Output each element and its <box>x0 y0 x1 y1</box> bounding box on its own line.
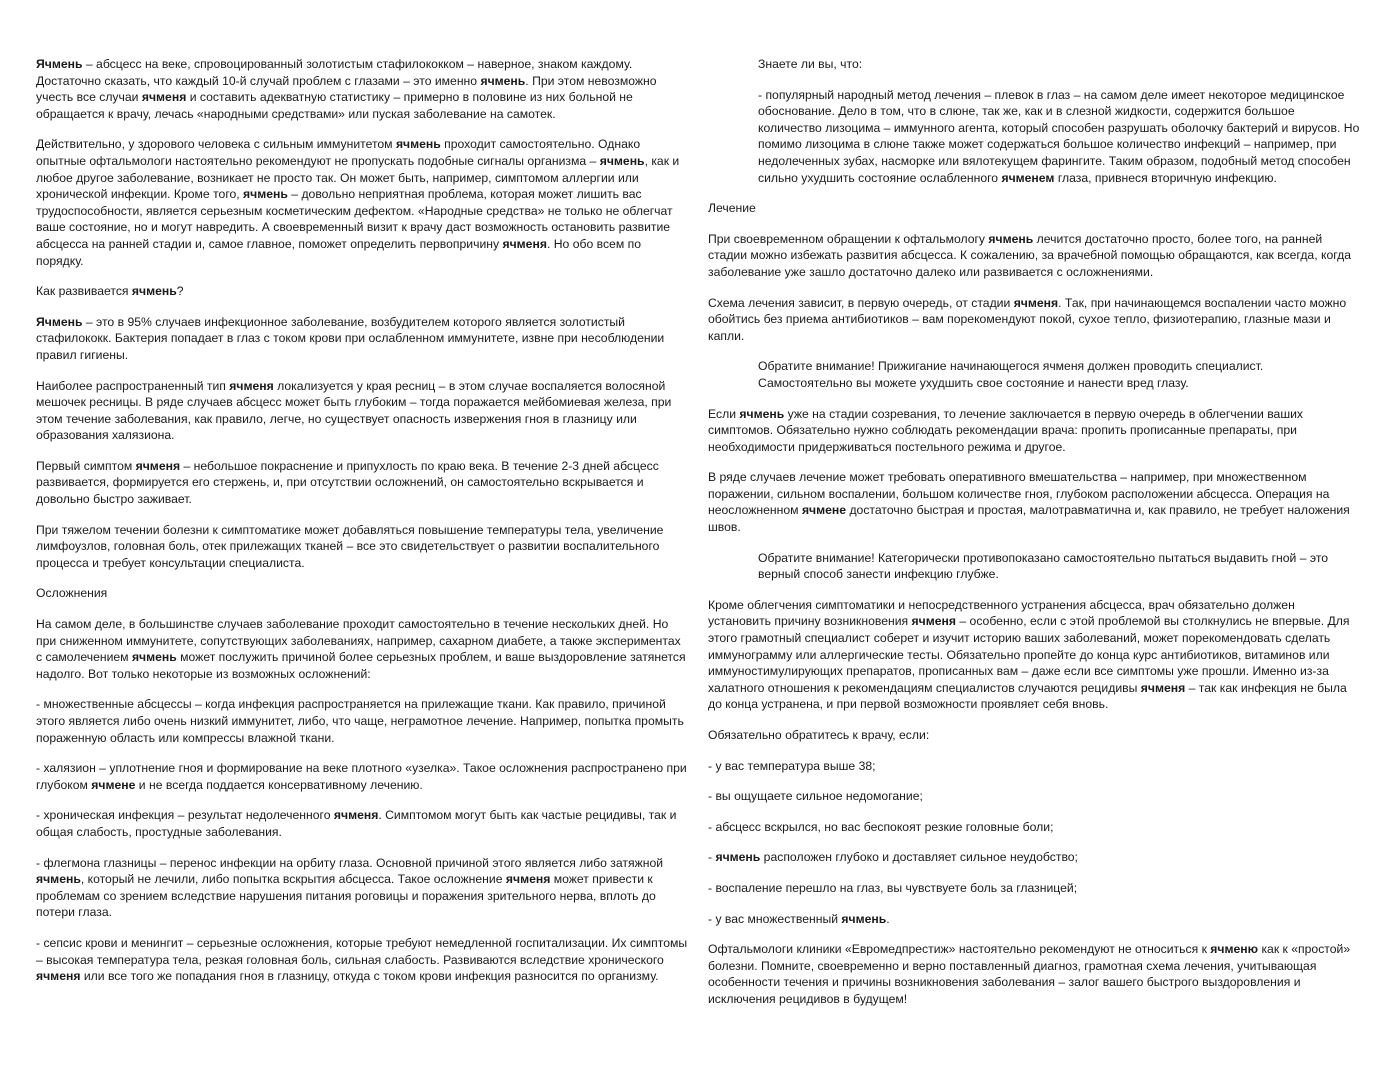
text-run: – так как инфекция не была до конца устранена, и при первой возможности проявляет себя вновь. <box>708 680 1347 712</box>
text-run: – это в 95% случаев инфекционное заболевание, возбудителем которого является золотистый стафилококк. Бактерия попадает в глаз с током крови при ослабленном иммунитете, извне при несоблюдении правил гигиены. <box>36 314 665 362</box>
text-run: Обратите внимание! Прижигание начинающегося ячменя должен проводить специалист. Самостоятельно вы можете ухудшить свое состояние и нанести вред глазу. <box>758 359 1264 390</box>
paragraph <box>36 807 688 840</box>
text-run: Кроме облегчения симптоматики и непосредственного устранения абсцесса, врач обязательно должен установить причину возникновения <box>708 597 1295 629</box>
text-run: ? <box>176 284 184 299</box>
text-run: глаза, привнеся вторичную инфекцию. <box>1054 170 1277 185</box>
bold-term: ячменя <box>229 378 274 393</box>
bold-term: ячменю <box>1210 942 1259 957</box>
text-run: , который не лечили, либо попытка вскрытия абсцесса. Такое осложнение <box>80 872 506 887</box>
paragraph <box>36 522 688 572</box>
paragraph <box>36 458 688 508</box>
text-run: При своевременном обращении к офтальмологу <box>708 231 989 246</box>
paragraph <box>36 136 688 269</box>
text-run: и не всегда поддается консервативному лечению. <box>135 777 423 792</box>
text-run: - <box>708 850 716 865</box>
text-run: В ряде случаев лечение может требовать оперативного вмешательства – например, при множественном поражении, сильном воспалении, большом количестве гноя, глубоком расположении абсцесса. Операция на неосложненном <box>708 470 1330 518</box>
bold-term: ячмень <box>841 911 887 926</box>
text-run: Офтальмологи клиники «Евромедпрестиж» настоятельно рекомендуют не относиться к <box>708 942 1211 957</box>
paragraph <box>36 378 688 444</box>
text-run: Схема лечения зависит, в первую очередь, от стадии <box>708 295 1014 310</box>
bold-term: ячмень <box>131 284 177 299</box>
text-run: - у вас множественный <box>708 911 842 926</box>
text-run: как к «простой» болезни. Помните, своевременно и верно поставленный диагноз, грамотная схема лечения, учитывающая особенности течения и причины возникновения заболевания – залог вашего быстрого выздоровления и исключения рецидивов в будущем! <box>708 942 1351 1006</box>
paragraph <box>36 283 688 300</box>
text-run: При тяжелом течении болезни к симптоматике может добавляться повышение температуры тела, увеличение лимфоузлов, головная боль, отек прилежащих тканей – все это свидетельствует о развитии воспалительного процесса и требует консультации специалиста. <box>36 522 664 570</box>
paragraph <box>36 585 688 602</box>
bold-term: ячмень <box>243 187 288 202</box>
text-run: На самом деле, в большинстве случаев заболевание проходит самостоятельно в течение нескольких дней. Но при сниженном иммунитете, сопутствующих заболеваниях, например, сахарном диабете, а также экспериментах с самолечением <box>36 617 681 665</box>
paragraph <box>36 935 688 985</box>
bold-term: ячмень <box>988 231 1034 246</box>
text-run: и составить адекватную статистику – примерно в половине из них больной не обращается к врачу, лечась «народными средствами» или пуская заболевание на самотек. <box>36 90 633 121</box>
bold-term: ячменя <box>502 236 547 251</box>
text-run: . При этом невозможно учесть все случаи <box>36 73 657 105</box>
bold-term: Ячмень <box>36 57 83 71</box>
paragraph <box>36 760 688 793</box>
bold-term: ячменя <box>911 614 956 629</box>
paragraph <box>708 849 1360 866</box>
paragraph <box>708 597 1360 713</box>
paragraph <box>708 911 1360 928</box>
text-run: Знаете ли вы, что: <box>758 57 863 71</box>
bold-term: ячмене <box>801 503 847 518</box>
text-run: – абсцесс на веке, спровоцированный золотистым стафилококком – наверное, знаком каждому. Достаточно сказать, что каждый 10-й случай проблем с глазами – это именно <box>36 57 633 88</box>
text-run: - популярный народный метод лечения – плевок в глаз – на самом деле имеет некоторое медицинское обоснование. Дело в том, что в слюне, так же, как и в слезной жидкости, содержится большое количество лизоцима – иммунного агента, который способен разрушать оболочку бактерий и вирусов. Но помимо лизоцима в слюне также может содержаться большое количество инфекций – например, при недолеченных зубах, насморке или вялотекущем фарингите. Таким образом, подобный метод способен сильно ухудшить состояние ослабленного <box>758 87 1360 185</box>
bold-term: ячмень <box>599 153 645 168</box>
text-run: Обязательно обратитесь к врачу, если: <box>708 728 930 742</box>
text-run: . Но обо всем по порядку. <box>36 236 641 268</box>
paragraph <box>36 855 688 921</box>
bold-term: ячменя <box>135 458 181 473</box>
paragraph <box>708 727 1360 744</box>
text-run: расположен глубоко и доставляет сильное неудобство; <box>760 850 1078 865</box>
bold-term: ячменя <box>505 872 551 887</box>
text-run: достаточно быстрая и простая, малотравматична и, как правило, не требует наложения швов. <box>708 503 1350 535</box>
text-run: Лечение <box>708 201 756 216</box>
text-run: . Так, при начинающемся воспалении часто можно обойтись без приема антибиотиков – вам порекомендуют покой, сухое тепло, физиотерапию, глазные мази и капли. <box>708 295 1347 343</box>
text-run: локализуется у края ресниц – в этом случае воспаляется волосяной мешочек ресницы. В ряде случаев абсцесс может быть глубоким – тогда поражается мейбомиевая железа, при этом течение заболевания, как правило, легче, но существует опасность извержения гноя в глазницу или образования халязиона. <box>36 378 672 443</box>
text-run: - вы ощущаете сильное недомогание; <box>708 789 923 804</box>
paragraph <box>36 696 688 746</box>
text-run: Действительно, у здорового человека с сильным иммунитетом <box>36 137 396 152</box>
text-run: Как развивается <box>36 284 132 299</box>
paragraph <box>708 469 1360 535</box>
paragraph <box>708 941 1360 1007</box>
text-run: - воспаление перешло на глаз, вы чувствуете боль за глазницей; <box>708 880 1078 895</box>
bold-term: ячмень <box>739 406 785 421</box>
bold-term: ячменя <box>141 90 187 105</box>
text-run: Первый симптом <box>36 458 136 473</box>
callout-paragraph <box>708 358 1360 391</box>
text-run: Осложнения <box>36 586 108 601</box>
text-run: или все того же попадания гноя в глазницу, откуда с током крови инфекция разносится по организму. <box>80 969 659 984</box>
text-run: – особенно, если с этой проблемой вы столкнулись не впервые. Для этого грамотный специалист соберет и изучит историю ваших заболеваний, может порекомендовать сделать иммунограмму или аллергические тесты. Обязательно пропейте до конца курс антибиотиков, витаминов или иммуностимулирующих препаратов, прописанных вам – даже если все симптомы уже прошли. Именно из-за халатного отношения к рекомендациям специалистов случаются рецидивы <box>708 614 1350 695</box>
bold-term: ячменем <box>1001 170 1055 185</box>
text-run: , как и любое другое заболевание, возникает не просто так. Он может быть, например, симптомом аллергии или хронической инфекции. Кроме того, <box>36 153 680 202</box>
text-run: - у вас температура выше 38; <box>708 758 876 773</box>
paragraph <box>708 231 1360 281</box>
text-run: - флегмона глазницы – перенос инфекции на орбиту глаза. Основной причиной этого является либо затяжной <box>36 855 664 870</box>
text-run: может послужить причиной более серьезных проблем, и ваше выздоровление затянется надолго. Вот только некоторые из возможных осложнений: <box>36 650 686 681</box>
text-run: . Симптомом могут быть как частые рецидивы, так и общая слабость, простудные заболевания. <box>36 808 677 839</box>
bold-term: ячменя <box>36 969 81 984</box>
bold-term: ячменя <box>333 808 379 823</box>
text-run: - множественные абсцессы – когда инфекция распространяется на прилежащие ткани. Как правило, причиной этого является либо очень низкий иммунитет, либо, что чаще, неграмотное лечение. Например, попытка промыть пораженную область или компрессы влажной ткани. <box>36 697 684 745</box>
text-run: – довольно неприятная проблема, которая может лишить вас трудоспособности, является серьезным косметическим дефектом. «Народные средства» не только не облегчат ваше состояние, но и могут навредить. А своевременный визит к врачу даст возможность остановить развитие абсцесса на ранней стадии и, самое главное, поможет определить первопричину <box>36 187 673 251</box>
text-run: Если <box>708 406 740 421</box>
bold-term: ячмень <box>131 650 177 665</box>
paragraph <box>708 200 1360 217</box>
text-run: лечится достаточно просто, более того, на ранней стадии можно избежать развития абсцесса. К сожалению, за врачебной помощью обращаются, как всегда, когда заболевание уже зашло достаточно далеко или развивается с осложнениями. <box>708 231 1352 279</box>
paragraph <box>708 406 1360 456</box>
text-run: может привести к проблемам со зрением вследствие нарушения питания роговицы и поражения зрительного нерва, вплоть до потери глаза. <box>36 872 656 920</box>
left-column <box>36 56 688 999</box>
text-run: Наиболее распространенный тип <box>36 378 230 393</box>
right-column <box>708 56 1360 1022</box>
callout-paragraph <box>708 550 1360 583</box>
text-run: проходит самостоятельно. Однако опытные офтальмологи настоятельно рекомендуют не пропускать подобные сигналы организма – <box>36 137 641 168</box>
text-run: - халязион – уплотнение гноя и формирование на веке плотного «узелка». Такое осложнения распространено при глубоком <box>36 761 687 792</box>
bold-term: Ячмень <box>36 314 83 329</box>
paragraph <box>708 880 1360 897</box>
text-run: уже на стадии созревания, то лечение заключается в первую очередь в облегчении ваших симптомов. Обязательно нужно соблюдать рекомендации врача: пропить прописанные препараты, при необходимости придерживаться постельного режима и другое. <box>708 406 1303 454</box>
text-run: Обратите внимание! Категорически противопоказано самостоятельно пытаться выдавить гной – это верный способ занести инфекцию глубже. <box>758 550 1329 582</box>
bold-term: ячмень <box>715 850 761 865</box>
paragraph <box>36 616 688 682</box>
text-run: - сепсис крови и менингит – серьезные осложнения, которые требуют немедленной госпитализации. Их симптомы – высокая температура тела, резкая головная боль, сильная слабость. Развиваются вследствие хронического <box>36 935 688 967</box>
paragraph <box>708 295 1360 345</box>
paragraph <box>708 819 1360 836</box>
text-run: - хроническая инфекция – результат недолеченного <box>36 808 334 823</box>
bold-term: ячмень <box>480 73 526 88</box>
bold-term: ячменя <box>1140 680 1186 695</box>
bold-term: ячмень <box>36 872 81 887</box>
callout-paragraph <box>708 56 1360 73</box>
paragraph <box>708 788 1360 805</box>
paragraph <box>36 314 688 364</box>
bold-term: ячмене <box>91 777 136 792</box>
paragraph <box>36 56 688 122</box>
callout-paragraph <box>708 87 1360 187</box>
text-run: - абсцесс вскрылся, но вас беспокоят резкие головные боли; <box>708 819 1054 834</box>
text-run: . <box>886 911 890 926</box>
bold-term: ячменя <box>1013 295 1059 310</box>
text-run: – небольшое покраснение и припухлость по краю века. В течение 2-3 дней абсцесс развивается, формируется его стержень, и, при отсутствии осложнений, он самостоятельно вскрывается и довольно быстро заживает. <box>36 458 659 507</box>
paragraph <box>708 758 1360 775</box>
bold-term: ячмень <box>395 137 441 152</box>
